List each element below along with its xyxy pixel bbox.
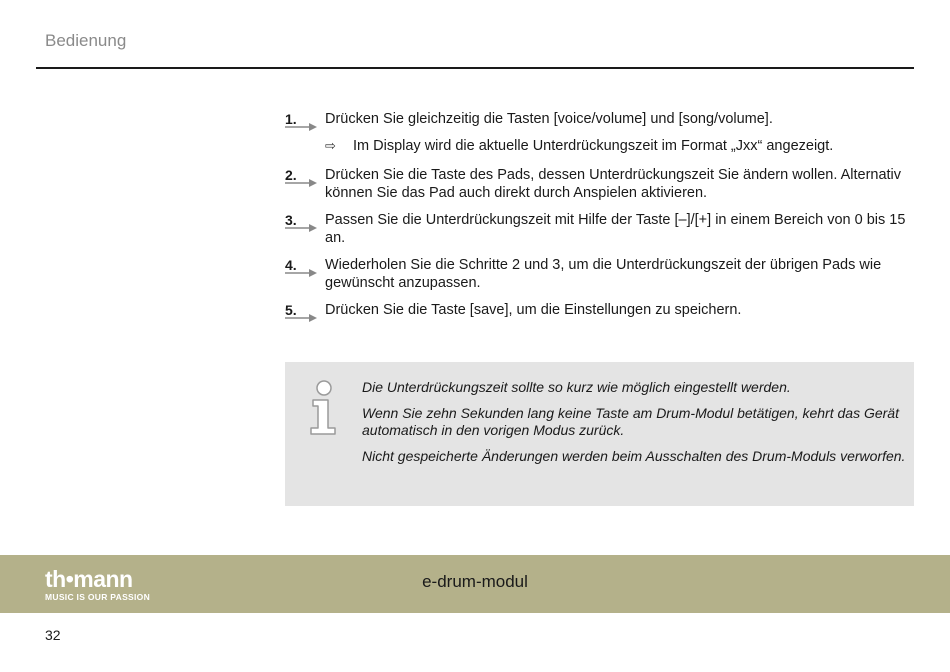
- info-text: [362, 379, 910, 474]
- info-box: [285, 362, 914, 506]
- header-rule: [36, 67, 914, 69]
- info-paragraph: Wenn Sie zehn Sekunden lang keine Taste am Drum-Modul betätigen, kehrt das Gerät automatisch in den vorigen Modus zurück.: [362, 405, 899, 438]
- step-2: [285, 166, 925, 202]
- step-number: 1.: [285, 111, 297, 127]
- info-paragraph: Nicht gespeicherte Änderungen werden beim Ausschalten des Drum-Moduls verworfen.: [362, 448, 906, 464]
- page-number: 32: [45, 627, 61, 643]
- step-arrow-icon: [285, 314, 317, 322]
- step-5: [285, 301, 925, 319]
- step-text: Drücken Sie die Taste des Pads, dessen Unterdrückungszeit Sie ändern wollen. Alternativ können Sie das Pad auch direkt durch Anspielen aktivieren.: [325, 167, 902, 201]
- footer-band: [0, 555, 950, 613]
- product-name: e-drum-modul: [422, 572, 528, 591]
- step-number: 4.: [285, 257, 297, 273]
- step-result: [325, 137, 925, 155]
- step-text: Wiederholen Sie die Schritte 2 und 3, um die Unterdrückungszeit der übrigen Pads wie gewünscht anzupassen.: [325, 257, 882, 291]
- step-number: 3.: [285, 212, 297, 228]
- logo-tagline: MUSIC IS OUR PASSION: [45, 592, 151, 602]
- step-text: Passen Sie die Unterdrückungszeit mit Hilfe der Taste [–]/[+] in einem Bereich von 0 bis 15 an.: [325, 212, 906, 246]
- step-arrow-icon: [285, 123, 317, 131]
- info-paragraph: Die Unterdrückungszeit sollte so kurz wie möglich eingestellt werden.: [362, 379, 791, 395]
- step-arrow-icon: [285, 224, 317, 232]
- step-number: 5.: [285, 302, 297, 318]
- info-icon: [307, 380, 341, 436]
- step-text: Drücken Sie gleichzeitig die Tasten [voice/volume] und [song/volume].: [325, 111, 773, 127]
- step-text: Drücken Sie die Taste [save], um die Einstellungen zu speichern.: [325, 302, 742, 318]
- instruction-steps: [285, 110, 925, 328]
- result-arrow-icon: ⇨: [325, 138, 336, 153]
- step-arrow-icon: [285, 269, 317, 277]
- step-1: [285, 110, 925, 128]
- section-title: Bedienung: [45, 31, 127, 50]
- step-4: [285, 256, 925, 292]
- step-3: [285, 211, 925, 247]
- logo-wordmark: th•mann: [45, 566, 133, 592]
- step-arrow-icon: [285, 179, 317, 187]
- step-number: 2.: [285, 167, 297, 183]
- result-text: Im Display wird die aktuelle Unterdrückungszeit im Format „Jxx“ angezeigt.: [353, 138, 834, 154]
